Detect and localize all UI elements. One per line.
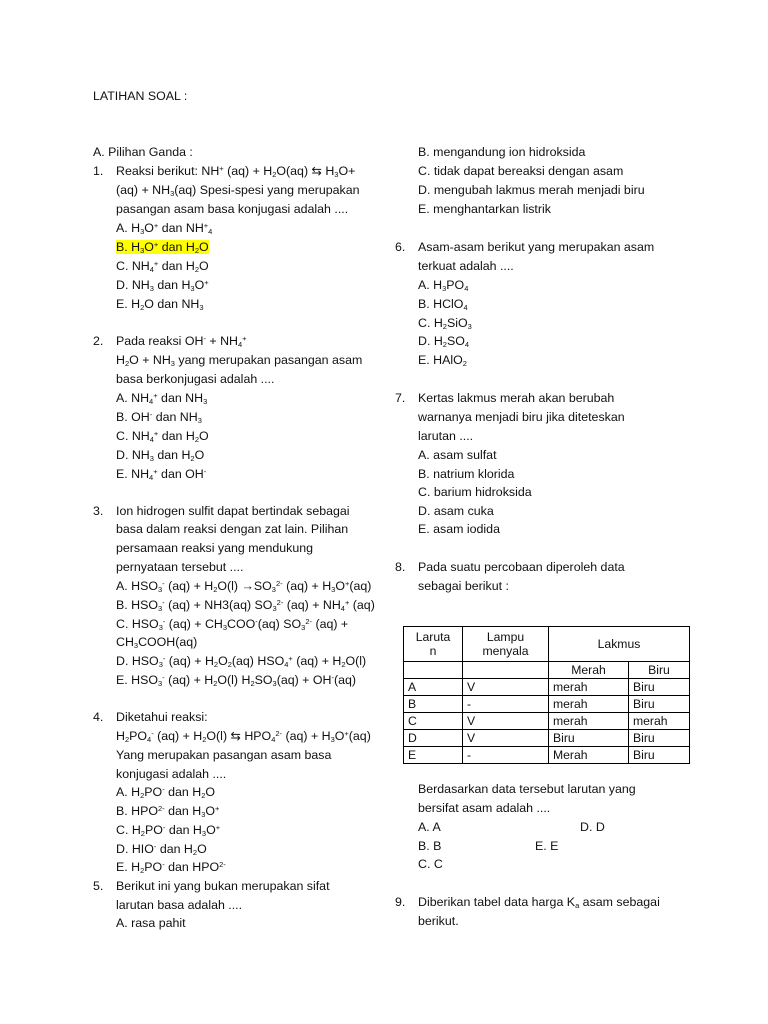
q3-line-2: basa dalam reaksi dengan zat lain. Pilihan <box>116 522 349 536</box>
q3-option-d: D. $HSO_3^-$ $(aq) + H_2O_2(aq)$ $HSO_4^+$ $(aq) + H_2O(l)$ <box>116 654 367 669</box>
cell-biru: Biru <box>629 696 690 713</box>
cell-merah: merah <box>549 696 629 713</box>
q4-option-a: A. $H_2PO^-$ dan $H_2O$ <box>116 785 216 800</box>
q6-line-1: Asam-asam berikut yang merupakan asam <box>418 240 655 254</box>
q8-after-line-2: bersifat asam adalah .... <box>418 801 551 815</box>
page-title: LATIHAN SOAL : <box>93 89 188 103</box>
q6-option-e: E. HAlO$_2$ <box>418 353 467 368</box>
q8-option-a: A. A <box>418 820 441 834</box>
q7-option-d: D. asam cuka <box>418 504 494 518</box>
table-row <box>404 696 690 713</box>
cell-larutan: E <box>404 747 463 764</box>
q5-option-c: C. tidak dapat bereaksi dengan asam <box>418 164 624 178</box>
q1-option-b-highlighted: B. $H_3O^+$ dan $H_2O$ <box>116 240 209 255</box>
cell-lampu: - <box>463 747 549 764</box>
q8-option-b: B. B <box>418 839 442 853</box>
q7-option-c: C. barium hidroksida <box>418 485 532 499</box>
q1-line-2: $(aq) + NH_3(aq)$ Spesi-spesi yang merupakan <box>116 183 360 198</box>
q8-option-e: E. E <box>535 839 559 853</box>
q5-line-1: Berikut ini yang bukan merupakan sifat <box>116 879 330 893</box>
q3-line-3: persamaan reaksi yang mendukung <box>116 541 313 555</box>
q1-number: 1. <box>93 164 104 178</box>
cell-biru: Biru <box>629 730 690 747</box>
q3-option-a: A. $HSO_3^-$ $(aq) + H_2O(l) \to SO_3^{2-}$ $(aq) + H_3O^+(aq)$ <box>116 579 372 594</box>
q8-option-c: C. C <box>418 857 443 871</box>
table-header-row <box>404 627 690 662</box>
q5-option-d: D. mengubah lakmus merah menjadi biru <box>418 183 645 197</box>
cell-merah: merah <box>549 713 629 730</box>
cell-larutan: A <box>404 679 463 696</box>
q6-number: 6. <box>395 240 406 254</box>
q7-line-3: larutan .... <box>418 429 474 443</box>
lakmus-data-table <box>403 626 690 764</box>
q2-option-a: A. $NH_4^+$ dan $NH_3$ <box>116 391 208 406</box>
subheader-empty-2 <box>463 662 549 679</box>
q3-number: 3. <box>93 504 104 518</box>
q8-number: 8. <box>395 560 406 574</box>
q9-line-1: Diberikan tabel data harga $K_a$ asam sebagai <box>418 895 660 910</box>
q2-option-d: D. $NH_3$ dan $H_2O$ <box>116 448 205 463</box>
cell-merah: merah <box>549 679 629 696</box>
q1-option-d: D. $NH_3$ dan $H_3O^+$ <box>116 278 209 293</box>
q4-option-d: D. HIO- dan $H_2O$ <box>116 842 207 857</box>
q1-option-e: E. $H_2O$ dan $NH_3$ <box>116 297 204 312</box>
section-heading: A. Pilihan Ganda : <box>93 145 193 159</box>
q3-option-e: E. $HSO_3^-$ $(aq) + H_2O(l) H_2SO_3(aq) + OH^-(aq)$ <box>116 673 356 688</box>
table-row <box>404 679 690 696</box>
q5-number: 5. <box>93 879 104 893</box>
header-larutan: Laruta n <box>404 627 463 662</box>
cell-biru: merah <box>629 713 690 730</box>
q5-option-e: E. menghantarkan listrik <box>418 202 551 216</box>
cell-biru: Biru <box>629 747 690 764</box>
table-row <box>404 713 690 730</box>
q2-line-3: basa berkonjugasi adalah .... <box>116 372 275 386</box>
table-row <box>404 730 690 747</box>
q4-option-e: E. $H_2PO^-$ dan $HPO^{2-}$ <box>116 860 226 875</box>
q3-option-c-cont: $CH_3COOH(aq)$ <box>116 635 198 650</box>
cell-larutan: C <box>404 713 463 730</box>
q1-option-c: C. $NH_4^+$ dan $H_2O$ <box>116 259 209 274</box>
q3-option-b: B. $HSO_3^-$ (aq) + NH3(aq) $SO_3^{2-}$ $(aq) + NH_4^+$ (aq) <box>116 598 375 613</box>
q2-option-b: B. OH- dan $NH_3$ <box>116 410 202 425</box>
q7-option-e: E. asam iodida <box>418 522 500 536</box>
q4-line-2: $H_2PO_4^-$ $(aq) + H_2O(l)$ ⇆ $HPO_4^{2-}$ $(aq) + H_3O^+(aq)$ <box>116 729 371 744</box>
q2-number: 2. <box>93 334 104 348</box>
q8-line-1: Pada suatu percobaan diperoleh data <box>418 560 625 574</box>
q1-line-1: Reaksi berikut: NH+ $(aq) + H_2O(aq)$ ⇆ $H_3O+$ <box>116 164 356 179</box>
q5-line-2: larutan basa adalah .... <box>116 898 243 912</box>
cell-merah: Merah <box>549 747 629 764</box>
q8-after-line-1: Berdasarkan data tersebut larutan yang <box>418 782 636 796</box>
q6-option-a: A. $H_3PO_4$ <box>418 278 469 293</box>
subheader-empty-1 <box>404 662 463 679</box>
q1-option-a: A. $H_3O^+$ dan $NH^+_4$ <box>116 221 213 236</box>
q2-option-e: E. $NH_4^+$ dan OH- <box>116 467 207 482</box>
q9-line-2: berikut. <box>418 914 459 928</box>
q5-option-b: B. mengandung ion hidroksida <box>418 145 586 159</box>
cell-larutan: D <box>404 730 463 747</box>
q8-line-2: sebagai berikut : <box>418 579 509 593</box>
q2-line-1: Pada reaksi $OH^- + NH_4^+$ <box>116 334 247 349</box>
cell-lampu: - <box>463 696 549 713</box>
q3-line-4: pernyataan tersebut .... <box>116 560 244 574</box>
q5-option-a: A. rasa pahit <box>116 916 186 930</box>
q4-option-c: C. $H_2PO^-$ dan $H_3O^+$ <box>116 823 221 838</box>
q4-line-1: Diketahui reaksi: <box>116 710 208 724</box>
q7-number: 7. <box>395 391 406 405</box>
cell-lampu: V <box>463 679 549 696</box>
header-lakmus: Lakmus <box>549 627 690 662</box>
q7-line-2: warnanya menjadi biru jika diteteskan <box>418 410 625 424</box>
q4-option-b: B. $HPO^{2-}$ dan $H_3O^+$ <box>116 804 220 819</box>
q6-option-d: D. $H_2SO_4$ <box>418 334 470 349</box>
q9-number: 9. <box>395 895 406 909</box>
cell-larutan: B <box>404 696 463 713</box>
q8-option-d: D. D <box>580 820 605 834</box>
cell-lampu: V <box>463 730 549 747</box>
cell-biru: Biru <box>629 679 690 696</box>
q2-option-c: C. $NH_4^+$ dan $H_2O$ <box>116 429 209 444</box>
q7-line-1: Kertas lakmus merah akan berubah <box>418 391 615 405</box>
q4-number: 4. <box>93 710 104 724</box>
q6-option-c: C. $H_2SiO_3$ <box>418 316 472 331</box>
cell-merah: Biru <box>549 730 629 747</box>
q3-option-c: C. $HSO_3^-$ $(aq) + CH_3COO^-(aq)$ $SO_3^{2-}$ (aq) + <box>116 617 349 632</box>
cell-lampu: V <box>463 713 549 730</box>
q4-line-4: konjugasi adalah .... <box>116 767 227 781</box>
q6-option-b: B. HClO$_4$ <box>418 297 468 312</box>
q2-line-2: $H_2O + NH_3$ yang merupakan pasangan asam <box>116 353 363 368</box>
table-row <box>404 747 690 764</box>
header-lampu-menyala: Lampu menyala <box>463 627 549 662</box>
q7-option-a: A. asam sulfat <box>418 448 497 462</box>
header-biru: Biru <box>629 662 690 679</box>
q7-option-b: B. natrium klorida <box>418 467 515 481</box>
header-merah: Merah <box>549 662 629 679</box>
q3-line-1: Ion hidrogen sulfit dapat bertindak sebagai <box>116 504 350 518</box>
q1-line-3: pasangan asam basa konjugasi adalah .... <box>116 202 349 216</box>
q6-line-2: terkuat adalah .... <box>418 259 514 273</box>
table-subheader-row <box>404 662 690 679</box>
q4-line-3: Yang merupakan pasangan asam basa <box>116 748 332 762</box>
